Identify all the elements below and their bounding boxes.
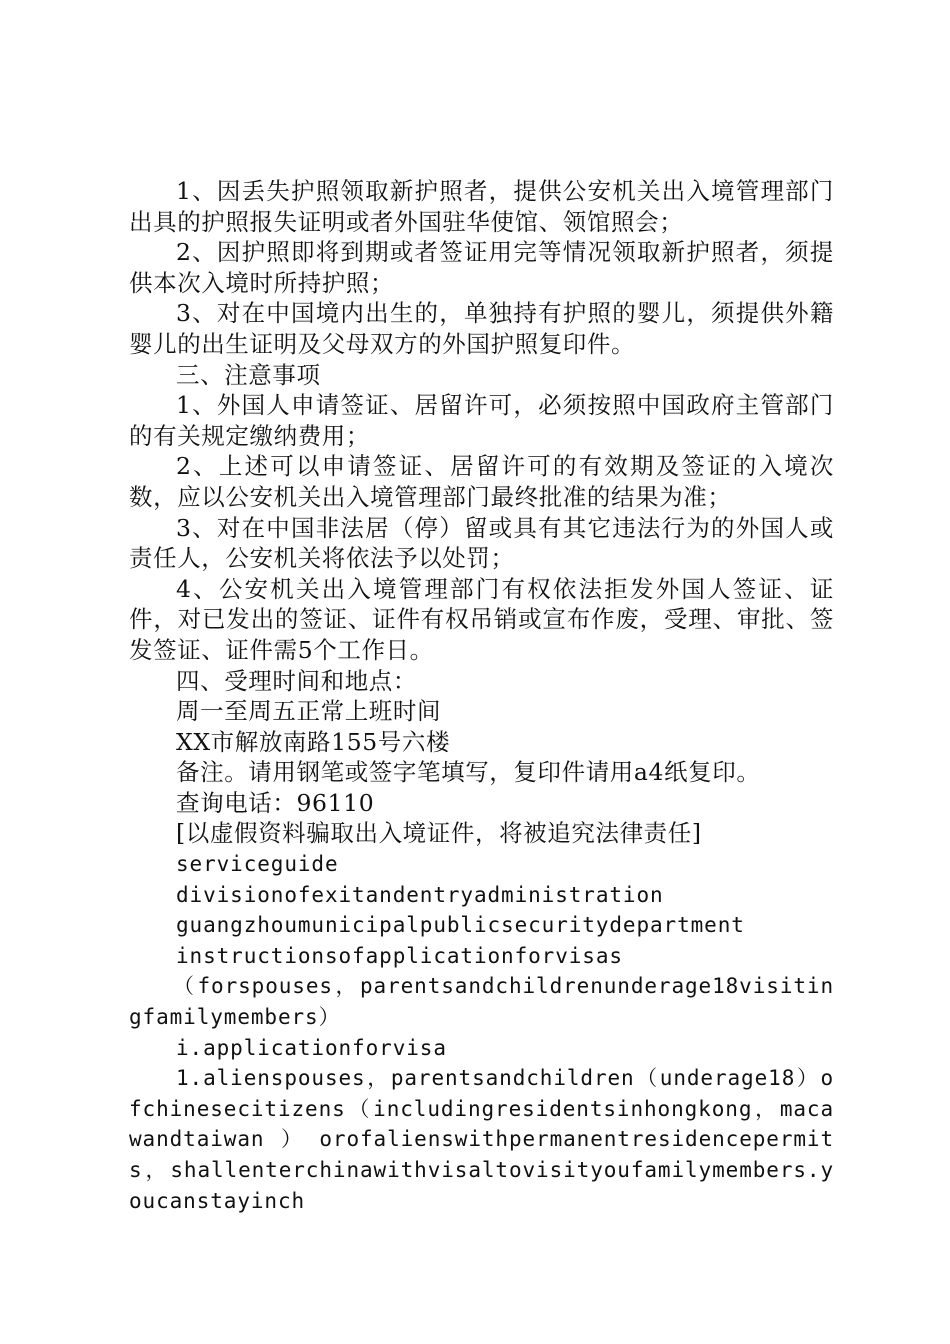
office-hours: 周一至周五正常上班时间 <box>176 697 442 726</box>
paragraph-validity: 2、上述可以申请签证、居留许可的有效期及签证的入境次数，应以公安机关出入境管理部门最终批准的结果为准； <box>129 452 834 511</box>
inquiry-phone: 查询电话：96110 <box>176 788 375 817</box>
remark-note: 备注。请用钢笔或签字笔填写，复印件请用a4纸复印。 <box>176 758 761 787</box>
document-page <box>129 176 834 1216</box>
section-heading-notes: 三、注意事项 <box>176 360 321 389</box>
english-department: guangzhoumunicipalpublicsecuritydepartment <box>176 913 745 938</box>
paragraph-expiring-passport: 2、因护照即将到期或者签证用完等情况领取新护照者，须提供本次入境时所持护照； <box>129 238 834 297</box>
english-subtitle: （forspouses，parentsandchildrenunderage18visitingfamilymembers） <box>129 974 834 1030</box>
english-section-heading: i.applicationforvisa <box>176 1035 447 1060</box>
paragraph-refusal-rights: 4、公安机关出入境管理部门有权依法拒发外国人签证、证件，对已发出的签证、证件有权吊销或宣布作废，受理、审批、签发签证、证件需5个工作日。 <box>129 574 834 664</box>
section-heading-time-place: 四、受理时间和地点： <box>176 666 417 695</box>
paragraph-infant-passport: 3、对在中国境内出生的，单独持有护照的婴儿，须提供外籍婴儿的出生证明及父母双方的外国护照复印件。 <box>129 299 834 358</box>
paragraph-penalties: 3、对在中国非法居（停）留或具有其它违法行为的外国人或责任人，公安机关将依法予以处罚； <box>129 513 834 573</box>
english-paragraph-1: 1.alienspouses，parentsandchildren（underage18）ofchinesecitizens（includingresidentsinhongkong，macawandtaiwan）orofalienswithpermanentresidencepermits，shallenterchinawithvisaltovisityoufamilymembers.youcanstayinch <box>129 1066 834 1213</box>
office-address: XX市解放南路155号六楼 <box>176 727 451 756</box>
paragraph-lost-passport: 1、因丢失护照领取新护照者，提供公安机关出入境管理部门出具的护照报失证明或者外国驻华使馆、领馆照会； <box>129 177 834 236</box>
english-title-serviceguide: serviceguide <box>176 852 339 877</box>
paragraph-fees: 1、外国人申请签证、居留许可，必须按照中国政府主管部门的有关规定缴纳费用； <box>129 391 834 450</box>
legal-warning: [以虚假资料骗取出入境证件，将被追究法律责任] <box>176 819 702 848</box>
english-division: divisionofexitandentryadministration <box>176 882 664 907</box>
english-instructions: instructionsofapplicationforvisas <box>176 943 623 968</box>
